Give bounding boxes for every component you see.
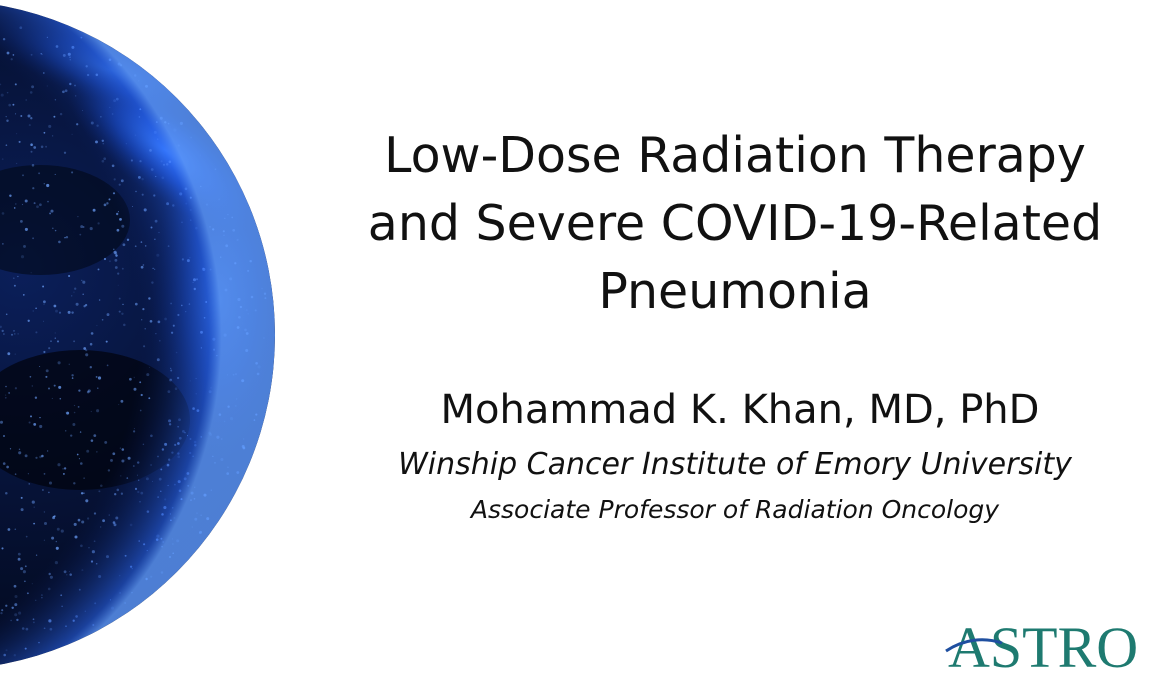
presenter-role: Associate Professor of Radiation Oncology [470, 495, 1000, 524]
astro-logo-text: ASTRO [948, 615, 1139, 675]
slide-title-line-3: Pneumonia [598, 263, 872, 320]
presenter-name: Mohammad K. Khan, MD, PhD [440, 387, 1040, 433]
slide-title-line-2: and Severe COVID-19-Related [367, 195, 1103, 252]
slide-title [340, 122, 1130, 326]
slide-title-line-1: Low-Dose Radiation Therapy [384, 127, 1086, 184]
presenter-institution: Winship Cancer Institute of Emory University [398, 447, 1072, 482]
astro-logo [944, 605, 1139, 675]
